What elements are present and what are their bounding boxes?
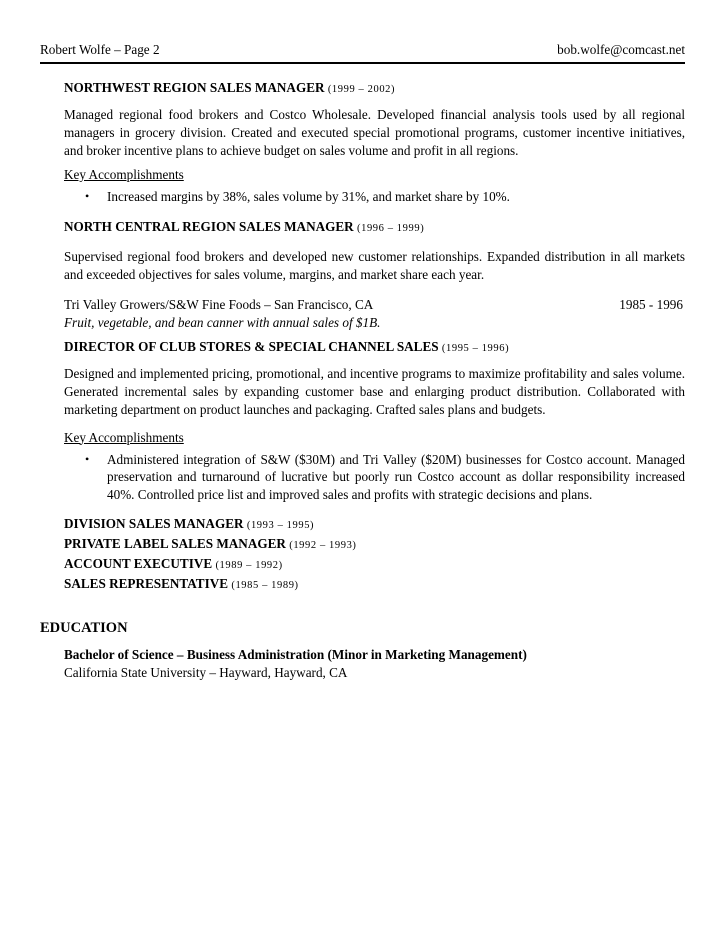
prior-role (64, 575, 685, 595)
job-description-north-central: Supervised regional food brokers and developed new customer relationships. Expanded distribution in all markets and exceeded objectives for sales volume, margins, and market share each year. (64, 248, 685, 282)
education-section (64, 646, 685, 682)
prior-role (64, 555, 685, 575)
company-tagline: Fruit, vegetable, and bean canner with annual sales of $1B. (64, 314, 381, 330)
job-title-north-central (64, 218, 685, 238)
header-name-page: Robert Wolfe – Page 2 (40, 42, 160, 57)
accomplishment-text: Administered integration of S&W ($30M) and Tri Valley ($20M) businesses for Costco account. Managed preservation and turnaround of lucrative but poorly run Costco account as dollar responsibility increased 40%. Controlled price list and improved sales and profits with strategic decisions and plans. (107, 451, 685, 502)
job-dates: (1999 – 2002) (327, 84, 396, 95)
job-description-northwest: Managed regional food brokers and Costco Wholesale. Developed financial analysis tools used by all regional managers in grocery division. Created and executed special promotional programs, customer incentive initiatives, and broker incentive plans to achieve budget on sales volume and profit in all regions. (64, 107, 685, 158)
prior-role-dates: (1989 – 1992) (215, 560, 283, 571)
job-description-director: Designed and implemented pricing, promotional, and incentive programs to maximize profitability and sales volume. Generated incremental sales by expanding customer base and enlarging product distribution. Collaborated with marketing department on product launches and packaging. Crafted sales plans and budgets. (64, 365, 685, 417)
degree: Bachelor of Science – Business Administration (Minor in Marketing Management) (64, 647, 527, 662)
job-title-text: NORTH CENTRAL REGION SALES MANAGER (64, 218, 354, 234)
bullet-icon: • (85, 451, 90, 466)
school: California State University – Hayward, Hayward, CA (64, 665, 348, 680)
header-email: bob.wolfe@comcast.net (557, 42, 685, 57)
prior-role (64, 535, 685, 555)
accomplishment-item (64, 451, 685, 504)
prior-role-dates: (1993 – 1995) (246, 520, 315, 531)
company-name: Tri Valley Growers/S&W Fine Foods – San Francisco, CA (64, 296, 374, 312)
job-title-director (64, 338, 685, 358)
job-title-northwest (64, 79, 685, 99)
prior-role-title: ACCOUNT EXECUTIVE (64, 556, 213, 571)
prior-role (64, 515, 685, 535)
key-accomplishments-label: Key Accomplishments (64, 167, 184, 182)
prior-role-title: PRIVATE LABEL SALES MANAGER (64, 536, 286, 551)
experience-section (64, 79, 685, 595)
header-divider (40, 62, 685, 64)
job-title-text: NORTHWEST REGION SALES MANAGER (64, 80, 325, 95)
education-heading: EDUCATION (40, 620, 128, 636)
bullet-icon: • (85, 189, 90, 203)
prior-role-title: DIVISION SALES MANAGER (64, 516, 244, 531)
prior-roles-list (64, 515, 685, 595)
job-dates: (1996 – 1999) (357, 222, 425, 234)
job-dates: (1995 – 1996) (441, 342, 510, 354)
accomplishment-item (64, 188, 685, 206)
job-title-text: DIRECTOR OF CLUB STORES & SPECIAL CHANNEL SALES (64, 338, 439, 354)
key-accomplishments-label: Key Accomplishments (64, 429, 184, 445)
company-years: 1985 - 1996 (619, 296, 683, 312)
prior-role-dates: (1985 – 1989) (231, 580, 299, 591)
prior-role-title: SALES REPRESENTATIVE (64, 576, 229, 591)
prior-role-dates: (1992 – 1993) (289, 540, 357, 551)
company-row (64, 296, 685, 314)
page-header (40, 42, 685, 60)
accomplishment-text: Increased margins by 38%, sales volume by 31%, and market share by 10%. (107, 189, 510, 204)
